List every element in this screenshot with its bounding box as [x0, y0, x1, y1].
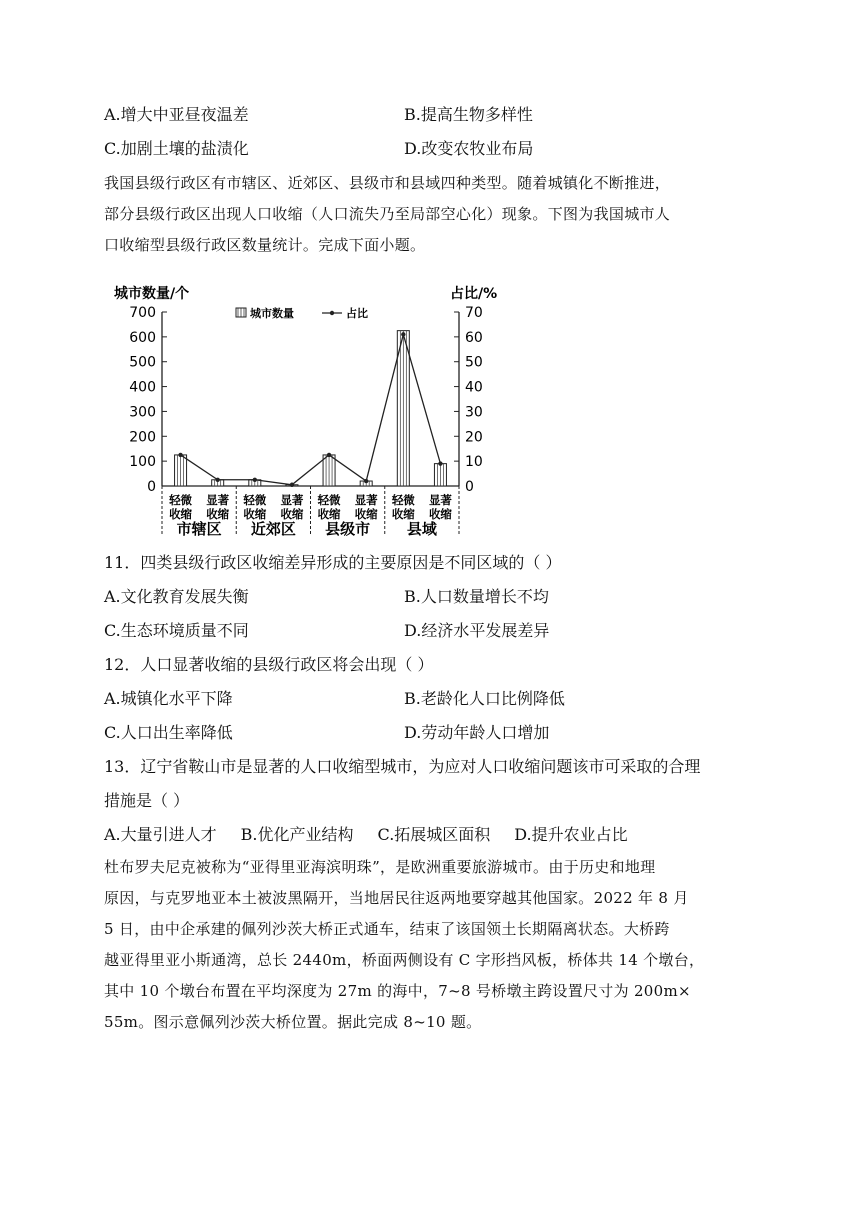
q12-option-c: C.人口出生率降低: [104, 723, 233, 742]
option-c: C.加剧土壤的盐渍化: [104, 139, 249, 158]
category-label: 收缩: [428, 507, 452, 521]
intro2-line: 越亚得里亚小斯通湾，总长 2440m，桥面两侧设有 C 字形挡风板，桥体共 14 个墩台，: [104, 951, 705, 969]
category-label: 显著: [206, 493, 230, 507]
right-tick-label: 60: [465, 329, 483, 346]
category-label: 显著: [428, 493, 452, 507]
category-label: 收缩: [391, 507, 415, 521]
q12-options-row-1: [104, 688, 565, 710]
group-label: 县级市: [325, 520, 371, 538]
category-label: 轻微: [391, 493, 415, 507]
q11-option-a: A.文化教育发展失衡: [104, 587, 249, 606]
intro-paragraph-1: [104, 168, 764, 261]
legend-line-label: 占比: [346, 307, 368, 320]
left-axis-label: 城市数量/个: [114, 286, 190, 302]
category-label: 收缩: [206, 507, 230, 521]
right-tick-label: 30: [465, 404, 483, 421]
right-tick-label: 20: [465, 429, 483, 446]
left-tick-label: 400: [129, 379, 156, 396]
category-label: 显著: [280, 493, 304, 507]
q12-options-row-2: [104, 722, 550, 744]
q11-options-row-2: [104, 620, 550, 642]
q12-option-d: D.劳动年龄人口增加: [404, 723, 550, 742]
category-label: 收缩: [317, 507, 341, 521]
right-axis-label: 占比/%: [450, 286, 498, 302]
intro2-line: 5 日，由中企承建的佩列沙茨大桥正式通车，结束了该国领土长期隔离状态。大桥跨: [104, 920, 670, 938]
category-label: 轻微: [317, 493, 341, 507]
option-d: D.改变农牧业布局: [404, 139, 534, 158]
q13-options: [104, 824, 652, 846]
q11-option-b: B.人口数量增长不均: [404, 587, 549, 606]
share-point: [290, 483, 294, 487]
left-tick-label: 0: [147, 479, 156, 495]
intro-paragraph-2: [104, 852, 764, 1038]
legend-bar-label: 城市数量: [250, 307, 294, 320]
right-tick-label: 0: [465, 479, 474, 495]
group-label: 县域: [406, 520, 437, 538]
q11-stem: 11．四类县级行政区收缩差异形成的主要原因是不同区域的（ ）: [104, 553, 562, 572]
q12-stem: 12．人口显著收缩的县级行政区将会出现（ ）: [104, 655, 434, 674]
intro1-line: 口收缩型县级行政区数量统计。完成下面小题。: [104, 236, 426, 254]
left-tick-label: 200: [129, 429, 156, 446]
group-label: 市辖区: [176, 520, 222, 538]
q13-stem-line-2: 措施是（ ）: [104, 791, 190, 810]
left-tick-label: 100: [129, 454, 156, 471]
right-tick-label: 50: [465, 354, 483, 371]
prev-options-row-1: [104, 104, 533, 126]
intro2-line: 杜布罗夫尼克被称为“亚得里亚海滨明珠”，是欧洲重要旅游城市。由于历史和地理: [104, 858, 656, 876]
shrinking-cities-chart: [104, 276, 498, 540]
q13-option-b: B.优化产业结构: [240, 825, 354, 844]
option-a: A.增大中亚昼夜温差: [104, 105, 249, 124]
group-label: 近郊区: [250, 520, 296, 538]
prev-options-row-2: [104, 138, 534, 160]
option-b: B.提高生物多样性: [404, 105, 533, 124]
q13-option-d: D.提升农业占比: [514, 825, 628, 844]
share-point: [327, 453, 331, 457]
category-label: 轻微: [169, 493, 193, 507]
category-label: 收缩: [354, 507, 378, 521]
share-point: [178, 453, 182, 457]
intro2-line: 其中 10 个墩台布置在平均深度为 27m 的海中，7~8 号桥墩主跨设置尺寸为 200m×: [104, 982, 691, 1000]
share-point: [438, 461, 442, 465]
category-label: 收缩: [280, 507, 304, 521]
share-point: [215, 478, 219, 482]
left-tick-label: 500: [129, 354, 156, 371]
category-label: 收缩: [169, 507, 193, 521]
q12-option-a: A.城镇化水平下降: [104, 689, 233, 708]
q11-option-d: D.经济水平发展差异: [404, 621, 550, 640]
category-label: 轻微: [243, 493, 267, 507]
right-tick-label: 40: [465, 379, 483, 396]
q11-options-row-1: [104, 586, 549, 608]
q12-option-b: B.老龄化人口比例降低: [404, 689, 565, 708]
left-tick-label: 300: [129, 404, 156, 421]
left-tick-label: 600: [129, 329, 156, 346]
share-point: [364, 479, 368, 483]
intro1-line: 部分县级行政区出现人口收缩（人口流失乃至局部空心化）现象。下图为我国城市人: [104, 205, 671, 223]
share-point: [253, 478, 257, 482]
q13-stem-line-1: 13．辽宁省鞍山市是显著的人口收缩型城市，为应对人口收缩问题该市可采取的合理: [104, 757, 701, 776]
category-label: 收缩: [243, 507, 267, 521]
q13-option-a: A.大量引进人才: [104, 825, 217, 844]
right-tick-label: 10: [465, 454, 483, 471]
q11-option-c: C.生态环境质量不同: [104, 621, 249, 640]
q13-option-c: C.拓展城区面积: [377, 825, 491, 844]
category-label: 显著: [354, 493, 378, 507]
intro1-line: 我国县级行政区有市辖区、近郊区、县级市和县域四种类型。随着城镇化不断推进，: [104, 174, 671, 192]
intro2-line: 55m。图示意佩列沙茨大桥位置。据此完成 8~10 题。: [104, 1013, 482, 1031]
intro2-line: 原因，与克罗地亚本土被波黑隔开，当地居民往返两地要穿越其他国家。2022 年 8 月: [104, 889, 689, 907]
left-tick-label: 700: [129, 305, 156, 321]
right-tick-label: 70: [465, 305, 483, 321]
share-point: [401, 332, 405, 336]
